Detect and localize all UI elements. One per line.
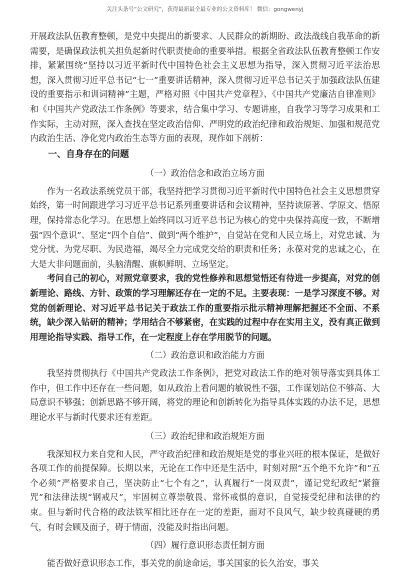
subsection-heading-1-3: （三）政治纪律和政治规矩方面 — [145, 431, 265, 442]
paragraph-1-1a: 作为一名政法系统党员干部，我坚持把学习贯彻习近平新时代中国特色社会主义思想贯穿始终，第一时间跟进学习习近平总书记系列重要讲话和会议精神，坚持读原著、学原文、悟原理，保持常态化学习。在思想上始终同以习近平总书记为核心的党中央保持高度一致，不断增强“四个意识”、坚定“四个自信”、做到“两个维护”，自觉站在党和人民立场上，对党忠诚、为党分忧、为党尽职、为民造福，竭尽全力完成党交给的职责和任务；永葆对党的忠诚之心，在大是大非问题面前，头脑清醒、旗帜鲜明、立场坚定。 — [30, 186, 380, 270]
subsection-heading-1-2: （二）政治意识和政治能力方面 — [145, 351, 265, 362]
document-body — [30, 30, 380, 572]
subsection-heading-1-4: （四）履行意识形态责任制方面 — [145, 541, 265, 552]
paragraph-1-1b: 考问自己的初心，对照党章要求，我的党性修养和思想觉悟还有待进一步提高，对党的创新理论、路线、方针、政策的学习理解还存在一定的不足。主要表现：一是学习深度不够。对党的创新理论、对习近平总书记关于政法工作的重要指示批示精神理解把握还不全面、不系统，缺少深入钻研的精神；学用结合不够紧密，在实践的过程中存在实用主义，没有真正做到用理论指导实践、指导工作，在一定程度上存在学用脱节的问题。 — [30, 274, 380, 343]
intro-paragraph: 开展政法队伍教育整顿，是党中央提出的新要求、人民群众的新期盼、政法战线自我革命的新需要，是确保政法机关担负起新时代职责使命的重要举措。根据全省政法队伍教育整顿工作安排，紧紧围绕“坚持以习近平新时代中国特色社会主义思想为指导，深入贯彻习近平法治思想，深入贯彻习近平总书记“七一”重要讲话精神，深入贯彻习近平总书记关于加强政法队伍建设的重要指示和训词精神”主题，严格对照《中国共产党章程》、《中国共产党廉洁自律准则》和《中国共产党政法工作条例》等要求，结合集中学习、专题讲座，自我学习等学习成果和工作实际，主动对照，深入查找在坚定政治信仰、严明党的政治纪律和政治规矩、加强和规范党内政治生活、净化党内政治生态等方面的表现，现作如下剖析： — [30, 32, 380, 145]
section-heading-1: 一、自身存在的问题 — [48, 149, 130, 160]
page-banner: 关注头条号“公文研究”，获得最新最全最专业的公文资料库！ 微信：gongwenyj — [106, 7, 304, 13]
subsection-heading-1-1: （一）政治信念和政治立场方面 — [145, 168, 265, 179]
paragraph-1-2: 我坚持贯彻执行《中国共产党政法工作条例》，把党对政法工作的绝对领导落实到具体工作中，但工作中还存在一些问题，如从政治上看问题的敏锐性不强，工作谋划站位不够高、大局意识不够强；创新思路不够开阔，将党的理论和创新转化为指导具体实践的办法不足，思想理论水平与新时代要求还有差距。 — [30, 369, 380, 424]
paragraph-1-4: 能否做好意识形态工作，事关党的前途命运，事关国家的长久治安，事关 — [47, 559, 320, 570]
paragraph-1-3: 我深知权力来自党和人民，严守政治纪律和政治规矩是党的事业兴旺的根本保证，是做好各项工作的前提保障。长期以来，无论在工作中还是生活中，时刻对照“五个绝不允许”和“五个必须”严格要求自己，坚决防止“七个有之”，认真履行“一岗双责”，谨记党纪政纪“紧箍咒”和法律法规“钢戒尺”，牢固树立尊崇敬畏、常怀戒惧的意识，自觉接受纪律和法律的约束。但与新时代合格的政法铁军相比还存在一定的差距，面对不良风气，缺少较真碰硬的勇气，有时会顾及面子，碍于情面，没能及时指出问题。 — [30, 449, 380, 533]
